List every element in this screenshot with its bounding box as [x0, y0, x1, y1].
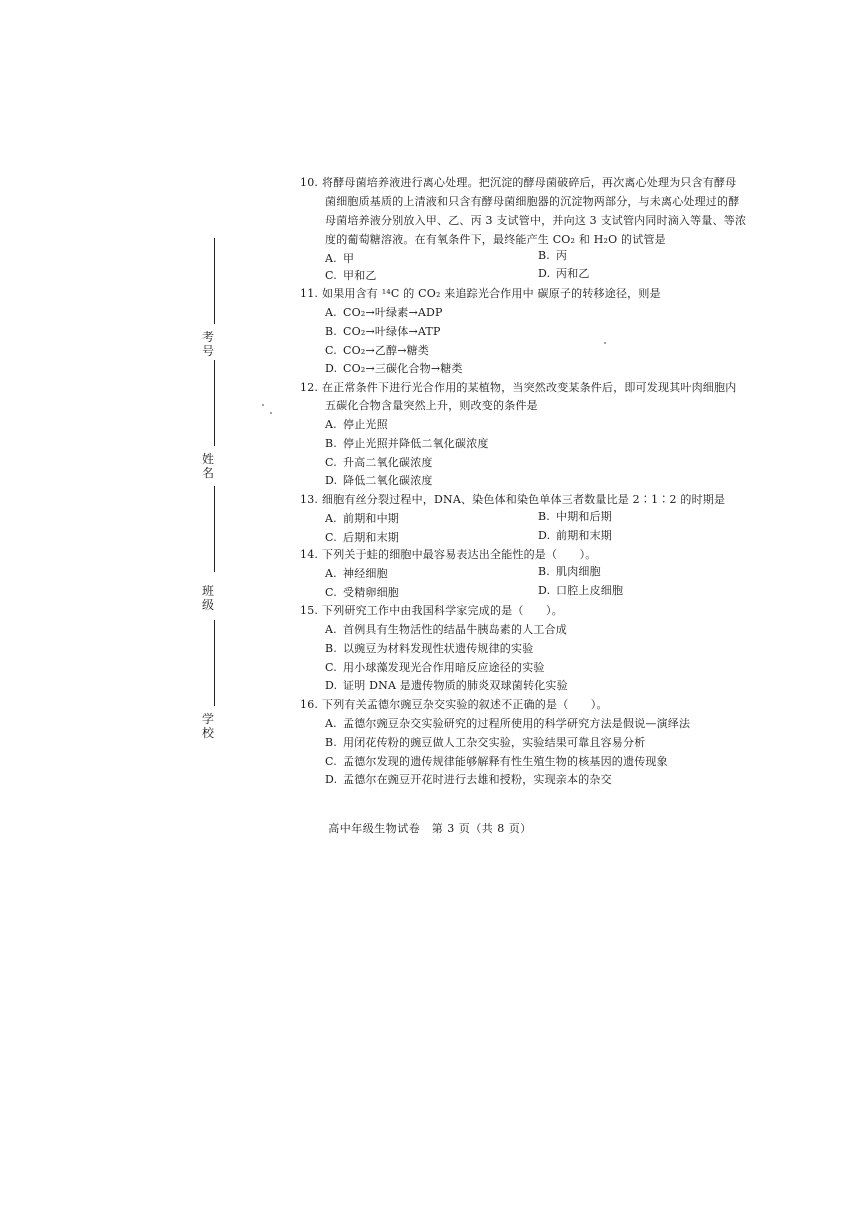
option-b: B. CO₂→叶绿体→ATP [325, 325, 441, 338]
question-number: 14. [300, 548, 319, 561]
question-number: 16. [300, 698, 319, 711]
option-b: B. 以豌豆为材料发现性状遗传规律的实验 [325, 642, 534, 655]
question-stem-line: 度的葡萄糖溶液。在有氧条件下，最终能产生 CO₂ 和 H₂O 的试管是 [325, 233, 666, 246]
scan-speck [262, 404, 264, 406]
kaohao-underline [214, 238, 215, 324]
option-c: C. 后期和末期 [325, 531, 399, 544]
banji-label: 班级 [201, 584, 214, 612]
question-stem: 下列有关孟德尔豌豆杂交实验的叙述不正确的是（ ）。 [322, 698, 608, 711]
question-stem: 下列研究工作中由我国科学家完成的是（ ）。 [322, 604, 563, 617]
question-number: 13. [300, 493, 319, 506]
option-c: C. CO₂→乙醇→糖类 [325, 344, 430, 357]
option-d: D. 丙和乙 [538, 267, 590, 280]
option-c: C. 用小球藻发现光合作用暗反应途径的实验 [325, 661, 545, 674]
option-b: B. 中期和后期 [538, 510, 612, 523]
option-a: A. 甲 [325, 252, 355, 265]
option-d: D. 证明 DNA 是遗传物质的肺炎双球菌转化实验 [325, 679, 568, 692]
question-stem-line: 菌细胞质基质的上清液和只含有酵母菌细胞器的沉淀物两部分，与未离心处理过的酵 [325, 195, 740, 208]
option-d: D. CO₂→三碳化合物→糖类 [325, 362, 463, 375]
option-b: B. 用闭花传粉的豌豆做人工杂交实验，实验结果可靠且容易分析 [325, 736, 646, 749]
option-a: A. 首例具有生物活性的结晶牛胰岛素的人工合成 [325, 623, 567, 636]
option-d: D. 孟德尔在豌豆开花时进行去雄和授粉，实现亲本的杂交 [325, 773, 612, 786]
option-b: B. 丙 [538, 249, 568, 262]
question-stem-line: 将酵母菌培养液进行离心处理。把沉淀的酵母菌破碎后，再次离心处理为只含有酵母 [322, 176, 737, 189]
question-number: 11. [300, 287, 319, 300]
option-c: C. 甲和乙 [325, 269, 377, 282]
question-stem: 细胞有丝分裂过程中，DNA、染色体和染色单体三者数量比是 2∶1∶2 的时期是 [322, 493, 726, 506]
option-a: A. 前期和中期 [325, 512, 399, 525]
xuexiao-label: 学校 [201, 712, 214, 740]
xingming-label: 姓名 [201, 452, 214, 480]
xuexiao-underline [214, 620, 215, 706]
question-stem: 下列关于蛙的细胞中最容易表达出全能性的是（ ）。 [322, 548, 597, 561]
scan-speck [604, 342, 606, 344]
question-stem-line: 母菌培养液分别放入甲、乙、丙 3 支试管中，并向这 3 支试管内同时滴入等量、等浓 [325, 214, 747, 227]
option-d: D. 前期和末期 [538, 529, 612, 542]
option-d: D. 降低二氧化碳浓度 [325, 474, 433, 487]
option-d: D. 口腔上皮细胞 [538, 584, 624, 597]
xingming-underline [214, 360, 215, 446]
page-footer: 高中年级生物试卷 第 3 页（共 8 页） [328, 822, 532, 835]
option-a: A. CO₂→叶绿素→ADP [325, 306, 443, 319]
scan-speck [270, 412, 272, 414]
question-stem: 如果用含有 ¹⁴C 的 CO₂ 来追踪光合作用中 碳原子的转移途径，则是 [322, 287, 661, 300]
question-stem-line: 在正常条件下进行光合作用的某植物，当突然改变某条件后，即可发现其叶肉细胞内 [322, 381, 737, 394]
question-stem-line: 五碳化合物含量突然上升，则改变的条件是 [325, 399, 538, 412]
option-a: A. 孟德尔豌豆杂交实验研究的过程所使用的科学研究方法是假说—演绎法 [325, 717, 691, 730]
option-c: C. 孟德尔发现的遗传规律能够解释有性生殖生物的核基因的遗传现象 [325, 755, 668, 768]
question-number: 15. [300, 604, 319, 617]
option-b: B. 肌肉细胞 [538, 565, 601, 578]
option-c: C. 升高二氧化碳浓度 [325, 456, 433, 469]
question-number: 12. [300, 381, 319, 394]
option-c: C. 受精卵细胞 [325, 586, 399, 599]
option-a: A. 神经细胞 [325, 567, 388, 580]
option-b: B. 停止光照并降低二氧化碳浓度 [325, 437, 489, 450]
kaohao-label: 考号 [201, 330, 214, 358]
option-a: A. 停止光照 [325, 418, 388, 431]
banji-underline [214, 486, 215, 572]
question-number: 10. [300, 176, 319, 189]
